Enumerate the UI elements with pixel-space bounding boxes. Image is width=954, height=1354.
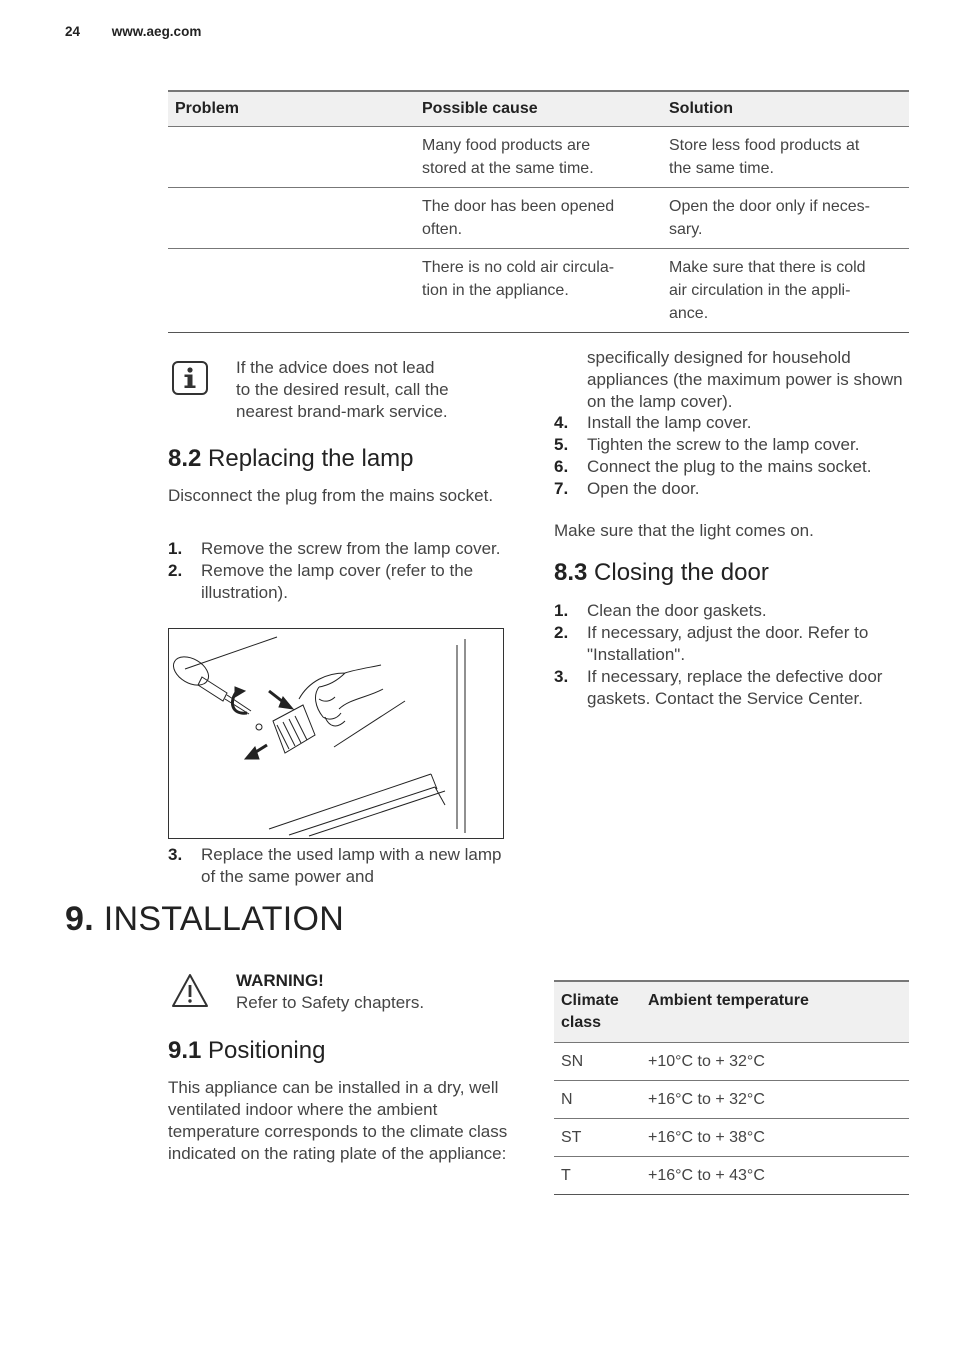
section-outro: Make sure that the light comes on. xyxy=(554,521,814,540)
table-row xyxy=(554,1081,909,1119)
climate-class-cell: SN xyxy=(554,1043,641,1081)
column-header: Problem xyxy=(168,91,415,127)
page-header xyxy=(65,24,201,39)
table-header-row xyxy=(168,91,909,127)
list-item: 5. Tighten the screw to the lamp cover. xyxy=(554,435,860,454)
lamp-steps-list xyxy=(168,538,513,604)
column-header: Climate class xyxy=(554,981,641,1043)
info-note-text: If the advice does not lead to the desired result, call the nearest brand-mark service. xyxy=(236,358,449,421)
cause-cell: There is no cold air circula- tion in the appliance. xyxy=(415,249,662,333)
table-row xyxy=(168,249,909,333)
list-item: 4. Install the lamp cover. xyxy=(554,413,752,432)
list-item: 3. If necessary, replace the defective door gaskets. Contact the Service Center. xyxy=(554,667,883,708)
info-icon xyxy=(172,361,208,395)
solution-cell: Open the door only if neces- sary. xyxy=(662,188,909,249)
temperature-cell: +16°C to + 38°C xyxy=(641,1119,909,1157)
solution-cell: Make sure that there is cold air circulation in the appli- ance. xyxy=(662,249,909,333)
column-header: Possible cause xyxy=(415,91,662,127)
temperature-cell: +16°C to + 43°C xyxy=(641,1157,909,1195)
list-item: 7. Open the door. xyxy=(554,479,700,498)
table-row xyxy=(168,127,909,188)
warning-icon xyxy=(170,972,210,1010)
warning-title: WARNING! xyxy=(236,971,324,990)
list-item: 6. Connect the plug to the mains socket. xyxy=(554,457,872,476)
list-item: 1. Remove the screw from the lamp cover. xyxy=(168,539,501,558)
section-number: 8.3 xyxy=(554,559,588,586)
cause-cell: Many food products are stored at the same time. xyxy=(415,127,662,188)
section-heading xyxy=(168,445,414,473)
section-title: Replacing the lamp xyxy=(208,445,414,472)
solution-cell: Store less food products at the same time. xyxy=(662,127,909,188)
section-heading xyxy=(168,1037,325,1065)
chapter-title: INSTALLATION xyxy=(103,900,345,938)
column-header: Solution xyxy=(662,91,909,127)
warning-block xyxy=(236,970,536,1014)
climate-class-table xyxy=(554,980,909,1195)
cause-cell: The door has been opened often. xyxy=(415,188,662,249)
positioning-body: This appliance can be installed in a dry, well ventilated indoor where the ambient temperature corresponds to the climate class indicated on the rating plate of the appliance: xyxy=(168,1078,508,1163)
problem-cell xyxy=(168,127,415,188)
section-number: 9.1 xyxy=(168,1037,202,1064)
chapter-number: 9. xyxy=(65,900,94,938)
problem-cell xyxy=(168,188,415,249)
list-item: 1. Clean the door gaskets. xyxy=(554,601,767,620)
table-row xyxy=(554,1043,909,1081)
section-number: 8.2 xyxy=(168,445,202,472)
table-row xyxy=(554,1119,909,1157)
lamp-illustration xyxy=(168,628,504,839)
climate-class-cell: T xyxy=(554,1157,641,1195)
section-intro: Disconnect the plug from the mains socket. xyxy=(168,486,494,505)
climate-class-cell: ST xyxy=(554,1119,641,1157)
list-item: 2. Remove the lamp cover (refer to the illustration). xyxy=(168,561,474,602)
chapter-heading xyxy=(65,900,344,939)
section-heading xyxy=(554,559,769,587)
section-title: Positioning xyxy=(208,1037,326,1064)
temperature-cell: +10°C to + 32°C xyxy=(641,1043,909,1081)
list-item: 3. Replace the used lamp with a new lamp of the same power and xyxy=(168,845,502,886)
lamp-steps-list-2 xyxy=(168,844,513,888)
problem-cell xyxy=(168,249,415,333)
table-row xyxy=(554,1157,909,1195)
climate-class-cell: N xyxy=(554,1081,641,1119)
page-number: 24 xyxy=(65,24,81,39)
list-item: 2. If necessary, adjust the door. Refer to "Installation". xyxy=(554,623,869,664)
door-steps-list xyxy=(554,600,909,710)
step3-continuation: specifically designed for household appliances (the maximum power is shown on the lamp cover). xyxy=(587,348,903,411)
table-header-row xyxy=(554,981,909,1043)
column-header: Ambient temperature xyxy=(641,981,909,1043)
section-title: Closing the door xyxy=(594,559,769,586)
table-row xyxy=(168,188,909,249)
lamp-steps-list-3 xyxy=(554,412,909,500)
site-url[interactable]: www.aeg.com xyxy=(111,24,202,39)
troubleshooting-table xyxy=(168,90,909,333)
temperature-cell: +16°C to + 32°C xyxy=(641,1081,909,1119)
warning-text: Refer to Safety chapters. xyxy=(236,993,425,1012)
